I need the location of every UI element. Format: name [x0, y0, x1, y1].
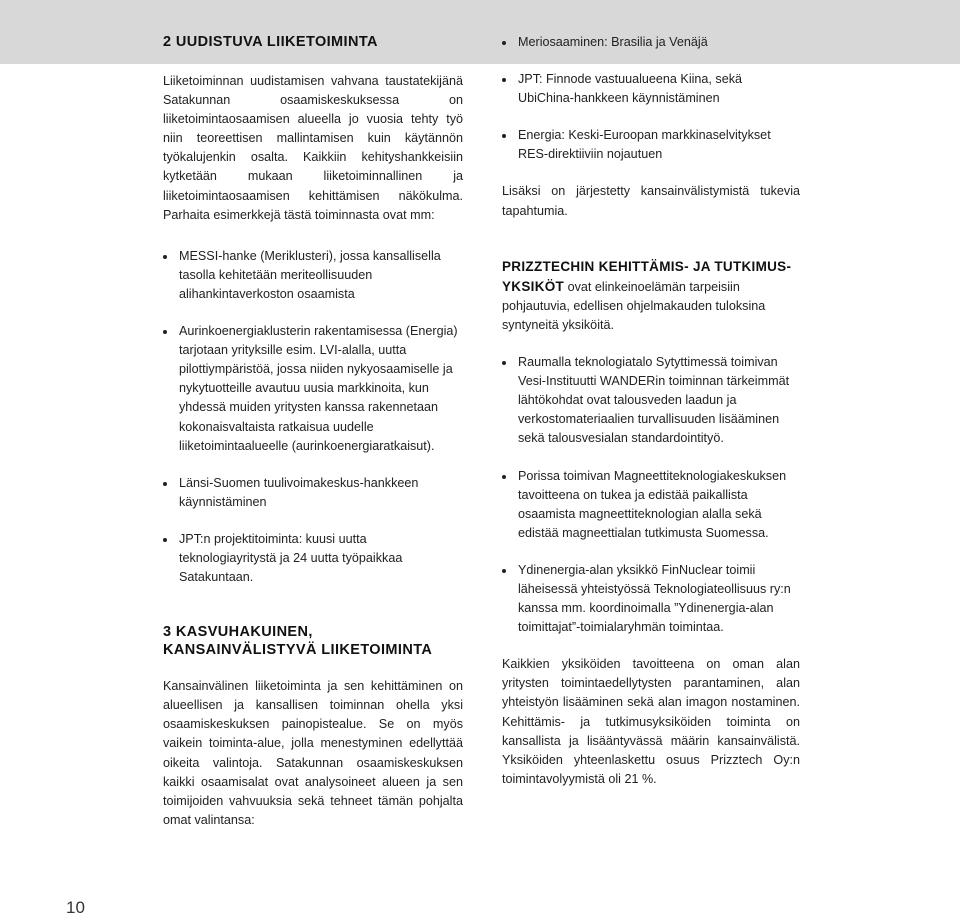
list-item: MESSI-hanke (Meriklusteri), jossa kansallisella tasolla kehitetään meriteollisuuden alihankintaverkoston osaamista: [163, 247, 463, 304]
bullet-icon: [502, 41, 506, 45]
prizztech-paragraph: [502, 257, 800, 335]
events-paragraph: Lisäksi on järjestetty kansainvälistymistä tukevia tapahtumia.: [502, 184, 800, 218]
section-2-bullet-list: [163, 247, 463, 587]
prizztech-units-list: [502, 353, 800, 637]
list-item: Meriosaaminen: Brasilia ja Venäjä: [502, 33, 800, 52]
list-item: JPT:n projektitoiminta: kuusi uutta teknologiayritystä ja 24 uutta työpaikkaa Satakuntaan.: [163, 530, 463, 587]
list-item: Länsi-Suomen tuulivoimakeskus-hankkeen käynnistäminen: [163, 474, 463, 512]
section-2-title: 2 UUDISTUVA LIIKETOIMINTA: [163, 34, 378, 50]
bullet-icon: [163, 538, 167, 542]
section-3-title: 3 KASVUHAKUINEN, KANSAINVÄLISTYVÄ LIIKETOIMINTA: [163, 624, 433, 659]
section-3-body: Kansainvälinen liiketoiminta ja sen kehittäminen on alueellisen ja kansallisen toiminnan ohella yksi osaamiskeskuksen painopistealue. Se on myös vaikein toiminta-alue, jolla menestyminen edellyttää oikeita valintoja. Satakunnan osaamiskeskuksen kaikki osaamisalat ovat analysoineet alueen ja sen toimijoiden vahvuuksia sekä tehneet tämän pohjalta omat valintansa:: [163, 679, 463, 827]
closing-paragraph: Kaikkien yksiköiden tavoitteena on oman alan yritysten toimintaedellytysten parantaminen, alan yhteistyön lisääminen sekä alan imagon nostaminen. Kehittämis- ja tutkimusyksiköiden toiminta on kansallista ja lisääntyvässä määrin kansainvälistä. Yksiköiden yhteenlaskettu osuus Prizztech Oy:n toimintavolyymistä oli 21 %.: [502, 657, 800, 786]
list-item: Porissa toimivan Magneettiteknologiakeskuksen tavoitteena on tukea ja edistää paikallista osaamista magneettiteknologian alalla sekä edistää magneettialan tutkimusta Suomessa.: [502, 467, 800, 543]
section-2-intro: Liiketoiminnan uudistamisen vahvana taustatekijänä Satakunnan osaamiskeskuksessa on liiketoimintaosaamisen alueella jo vuosia tehty työ niin teoreettisen mallintamisen kuin käytännön työkalujenkin osalta. Kaikkiin kehityshankkeisiin kytketään mukaan liiketoiminnallinen ja liiketoimintaosaamisen kehittämisen näkökulma. Parhaita esimerkkejä tästä toiminnasta ovat mm:: [163, 74, 463, 222]
list-item: Ydinenergia-alan yksikkö FinNuclear toimii läheisessä yhteistyössä Teknologiateollisuus ry:n kanssa mm. koordinoimalla ”Ydinenergia-alan toimittajat”-toimialaryhmän toimintaa.: [502, 561, 800, 637]
bullet-icon: [502, 475, 506, 479]
prizztech-heading: PRIZZTECHIN KEHITTÄMIS- JA TUTKIMUS-YKSIKÖT: [502, 258, 792, 294]
bullet-icon: [502, 569, 506, 573]
list-item: JPT: Finnode vastuualueena Kiina, sekä UbiChina-hankkeen käynnistäminen: [502, 70, 800, 108]
list-item: Raumalla teknologiatalo Sytyttimessä toimivan Vesi-Instituutti WANDERin toiminnan tärkeimmät lähtökohdat ovat talousveden laadun ja verkostomateriaalien turvallisuuden lisääminen sekä talousvesialan standardointityö.: [502, 353, 800, 448]
right-column: [502, 33, 800, 789]
bullet-icon: [163, 255, 167, 259]
bullet-icon: [502, 78, 506, 82]
left-column: [163, 33, 463, 830]
page-number: 10: [66, 898, 85, 916]
list-item: Energia: Keski-Euroopan markkinaselvitykset RES-direktiiviin nojautuen: [502, 126, 800, 164]
list-item: Aurinkoenergiaklusterin rakentamisessa (Energia) tarjotaan yrityksille esim. LVI-alalla, uutta pilottiympäristöä, jossa niiden nykyosaamiselle ja nykytuotteille avautuu uusia markkinoita, kun yhdessä muiden yritysten kanssa rakennetaan kokonaisvaltaista ratkaisua uudelle liiketoimintaalueelle (aurinkoenergiaratkaisut).: [163, 322, 463, 456]
header-band: [0, 0, 960, 64]
bullet-icon: [163, 482, 167, 486]
prizztech-text: ovat elinkeinoelämän tarpeisiin pohjautuvia, edellisen ohjelmakauden tuloksina syntyneitä yksiköitä.: [502, 279, 766, 332]
international-focus-list: [502, 33, 800, 164]
bullet-icon: [502, 134, 506, 138]
bullet-icon: [163, 330, 167, 334]
bullet-icon: [502, 361, 506, 365]
